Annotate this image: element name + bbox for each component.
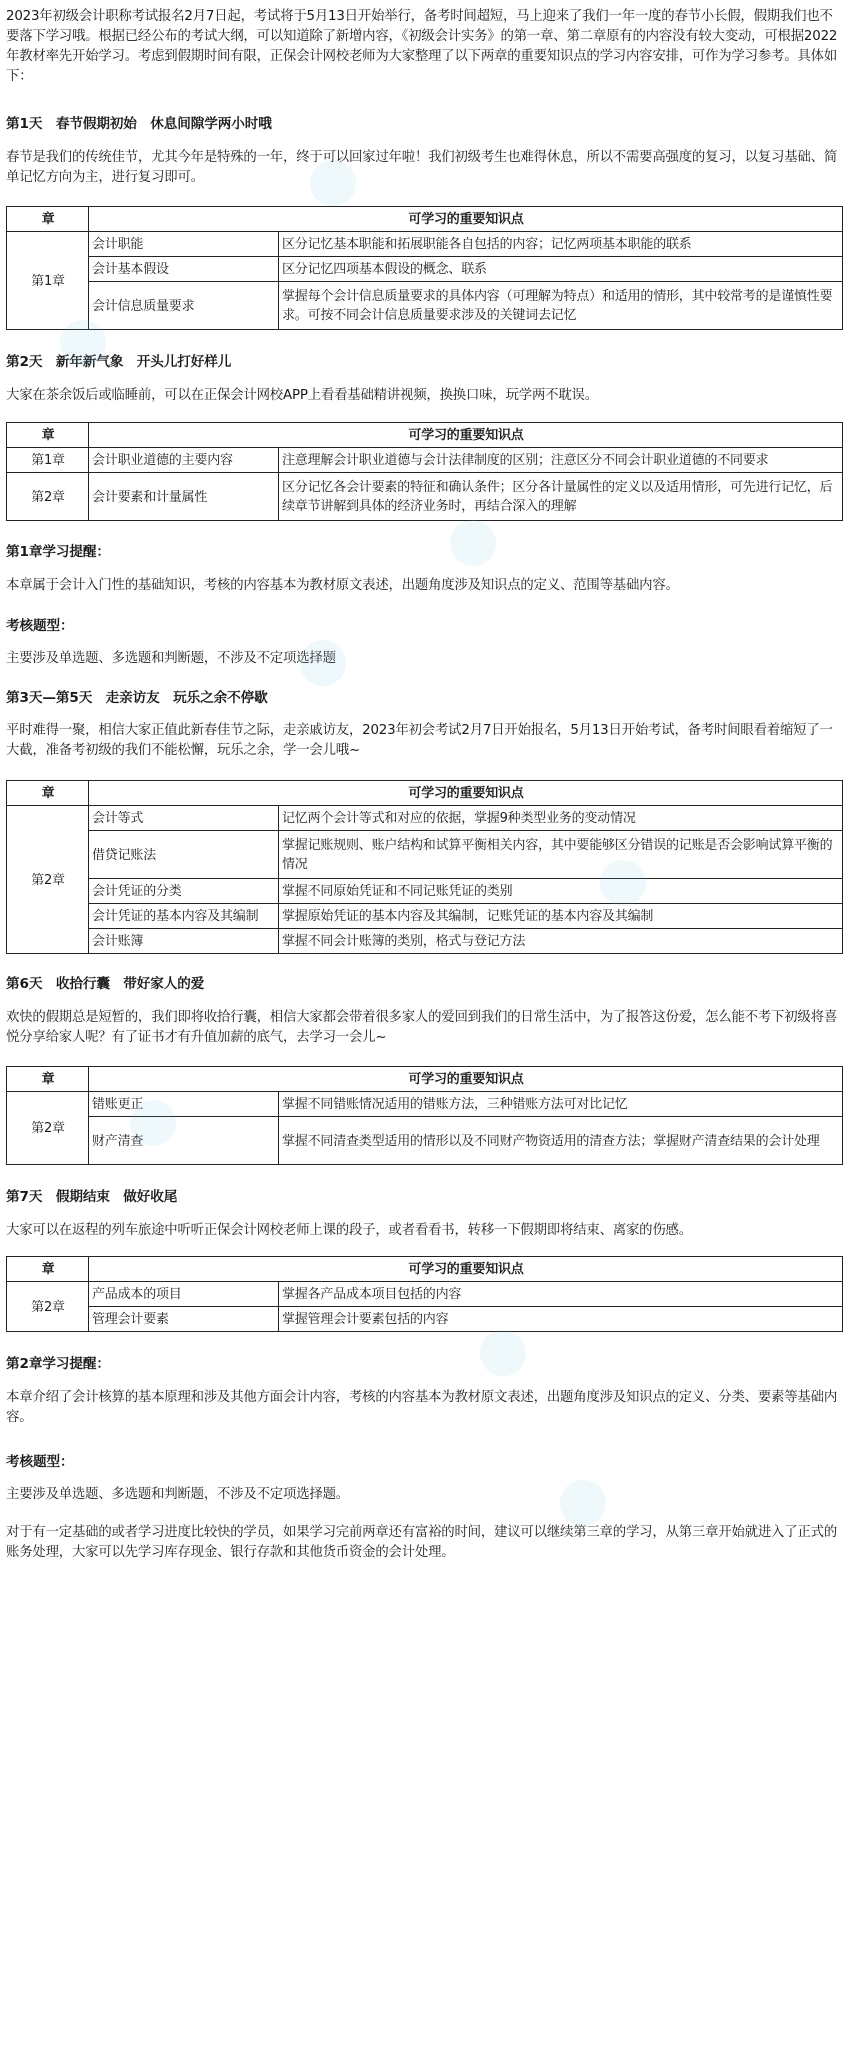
topic-cell: 会计账簿 — [89, 929, 279, 954]
ch1-types-heading: 考核题型： — [6, 618, 74, 634]
topic-cell: 错账更正 — [89, 1092, 279, 1117]
chapter-cell: 第2章 — [7, 806, 89, 954]
points-cell: 掌握不同错账情况适用的错账方法，三种错账方法可对比记忆 — [279, 1092, 843, 1117]
watermark-logo — [300, 640, 346, 686]
header-points: 可学习的重要知识点 — [89, 1067, 843, 1092]
points-cell: 掌握管理会计要素包括的内容 — [279, 1307, 843, 1332]
chapter-cell: 第1章 — [7, 448, 89, 473]
day2-heading: 第2天 新年新气象 开头儿打好样儿 — [6, 354, 232, 370]
intro-paragraph: 2023年初级会计职称考试报名2月7日起，考试将于5月13日开始举行，备考时间超短，马上迎来了我们一年一度的春节小长假，假期我们也不要落下学习哦。根据已经公布的考试大纲，可以知道除了新增内容，《初级会计实务》的第一章、第二章原有的内容没有较大变动，可根据2022年教材率先开始学习。考虑到假期时间有限，正保会计网校老师为大家整理了以下两章的重要知识点的学习内容安排，可作为学习参考。具体如下： — [6, 9, 838, 84]
topic-cell: 产品成本的项目 — [89, 1282, 279, 1307]
points-cell: 记忆两个会计等式和对应的依据，掌握9种类型业务的变动情况 — [279, 806, 843, 831]
watermark-logo — [130, 1100, 176, 1146]
header-points: 可学习的重要知识点 — [89, 207, 843, 232]
points-cell: 掌握记账规则、账户结构和试算平衡相关内容，其中要能够区分错误的记账是否会影响试算平衡的情况 — [279, 831, 843, 879]
day7-description: 大家可以在返程的列车旅途中听听正保会计网校老师上课的段子，或者看看书，转移一下假期即将结束、离家的伤感。 — [6, 1223, 692, 1238]
watermark-logo — [310, 160, 356, 206]
chapter-cell: 第2章 — [7, 473, 89, 521]
topic-cell: 财产清查 — [89, 1117, 279, 1165]
day1-heading: 第1天 春节假期初始 休息间隙学两小时哦 — [6, 116, 272, 132]
header-chapter: 章 — [7, 207, 89, 232]
header-points: 可学习的重要知识点 — [89, 423, 843, 448]
points-cell: 区分记忆四项基本假设的概念、联系 — [279, 257, 843, 282]
watermark-logo — [450, 520, 496, 566]
topic-cell: 会计基本假设 — [89, 257, 279, 282]
points-cell: 注意理解会计职业道德与会计法律制度的区别；注意区分不同会计职业道德的不同要求 — [279, 448, 843, 473]
chapter-cell: 第2章 — [7, 1092, 89, 1165]
points-cell: 掌握各产品成本项目包括的内容 — [279, 1282, 843, 1307]
ch2-tip-text: 本章介绍了会计核算的基本原理和涉及其他方面会计内容，考核的内容基本为教材原文表述，出题角度涉及知识点的定义、分类、要素等基础内容。 — [6, 1390, 838, 1425]
ch2-types-heading: 考核题型： — [6, 1454, 74, 1470]
topic-cell: 会计职业道德的主要内容 — [89, 448, 279, 473]
day6-description: 欢快的假期总是短暂的，我们即将收拾行囊，相信大家都会带着很多家人的爱回到我们的日常生活中，为了报答这份爱，怎么能不考下初级将喜悦分享给家人呢？有了证书才有升值加薪的底气，去学习一会儿~ — [6, 1010, 838, 1045]
day1-table — [6, 206, 843, 330]
closing-paragraph: 对于有一定基础的或者学习进度比较快的学员，如果学习完前两章还有富裕的时间，建议可以继续第三章的学习，从第三章开始就进入了正式的账务处理，大家可以先学习库存现金、银行存款和其他货币资金的会计处理。 — [6, 1525, 838, 1560]
points-cell: 掌握不同会计账簿的类别，格式与登记方法 — [279, 929, 843, 954]
header-points: 可学习的重要知识点 — [89, 1257, 843, 1282]
points-cell: 区分记忆各会计要素的特征和确认条件；区分各计量属性的定义以及适用情形，可先进行记忆，后续章节讲解到具体的经济业务时，再结合深入的理解 — [279, 473, 843, 521]
ch2-tip-heading: 第2章学习提醒： — [6, 1356, 110, 1372]
points-cell: 区分记忆基本职能和拓展职能各自包括的内容；记忆两项基本职能的联系 — [279, 232, 843, 257]
points-cell: 掌握每个会计信息质量要求的具体内容（可理解为特点）和适用的情形，其中较常考的是谨慎性要求。可按不同会计信息质量要求涉及的关键词去记忆 — [279, 282, 843, 330]
header-points: 可学习的重要知识点 — [89, 781, 843, 806]
topic-cell: 会计凭证的分类 — [89, 879, 279, 904]
topic-cell: 会计凭证的基本内容及其编制 — [89, 904, 279, 929]
topic-cell: 会计等式 — [89, 806, 279, 831]
day3-5-heading: 第3天—第5天 走亲访友 玩乐之余不停歇 — [6, 690, 268, 706]
topic-cell: 会计职能 — [89, 232, 279, 257]
chapter-cell: 第2章 — [7, 1282, 89, 1332]
topic-cell: 管理会计要素 — [89, 1307, 279, 1332]
day2-table — [6, 422, 843, 521]
points-cell: 掌握不同清查类型适用的情形以及不同财产物资适用的清查方法；掌握财产清查结果的会计处理 — [279, 1117, 843, 1165]
topic-cell: 会计信息质量要求 — [89, 282, 279, 330]
ch2-types-text: 主要涉及单选题、多选题和判断题，不涉及不定项选择题。 — [6, 1487, 349, 1502]
topic-cell: 会计要素和计量属性 — [89, 473, 279, 521]
header-chapter: 章 — [7, 1067, 89, 1092]
day3-5-description: 平时难得一聚，相信大家正值此新春佳节之际，走亲戚访友，2023年初会考试2月7日开始报名，5月13日开始考试，备考时间眼看着缩短了一大截，准备考初级的我们不能松懈，玩乐之余，学一会儿哦~ — [6, 723, 833, 758]
day7-heading: 第7天 假期结束 做好收尾 — [6, 1189, 178, 1205]
day2-description: 大家在茶余饭后或临睡前，可以在正保会计网校APP上看看基础精讲视频，换换口味，玩学两不耽误。 — [6, 388, 598, 403]
header-chapter: 章 — [7, 423, 89, 448]
chapter-cell: 第1章 — [7, 232, 89, 330]
ch1-tip-text: 本章属于会计入门性的基础知识，考核的内容基本为教材原文表述，出题角度涉及知识点的定义、范围等基础内容。 — [6, 578, 679, 593]
ch1-tip-heading: 第1章学习提醒： — [6, 544, 110, 560]
watermark-logo — [560, 1480, 606, 1526]
topic-cell: 借贷记账法 — [89, 831, 279, 879]
day7-table — [6, 1256, 843, 1332]
watermark-logo — [480, 1330, 526, 1376]
header-chapter: 章 — [7, 781, 89, 806]
day3-5-table — [6, 780, 843, 954]
header-chapter: 章 — [7, 1257, 89, 1282]
ch1-types-text: 主要涉及单选题、多选题和判断题，不涉及不定项选择题 — [6, 651, 336, 666]
points-cell: 掌握原始凭证的基本内容及其编制，记账凭证的基本内容及其编制 — [279, 904, 843, 929]
points-cell: 掌握不同原始凭证和不同记账凭证的类别 — [279, 879, 843, 904]
day1-description: 春节是我们的传统佳节，尤其今年是特殊的一年，终于可以回家过年啦！我们初级考生也难得休息，所以不需要高强度的复习，以复习基础、简单记忆方向为主，进行复习即可。 — [6, 150, 838, 185]
watermark-logo — [60, 320, 106, 366]
day6-heading: 第6天 收拾行囊 带好家人的爱 — [6, 976, 205, 992]
watermark-logo — [600, 860, 646, 906]
